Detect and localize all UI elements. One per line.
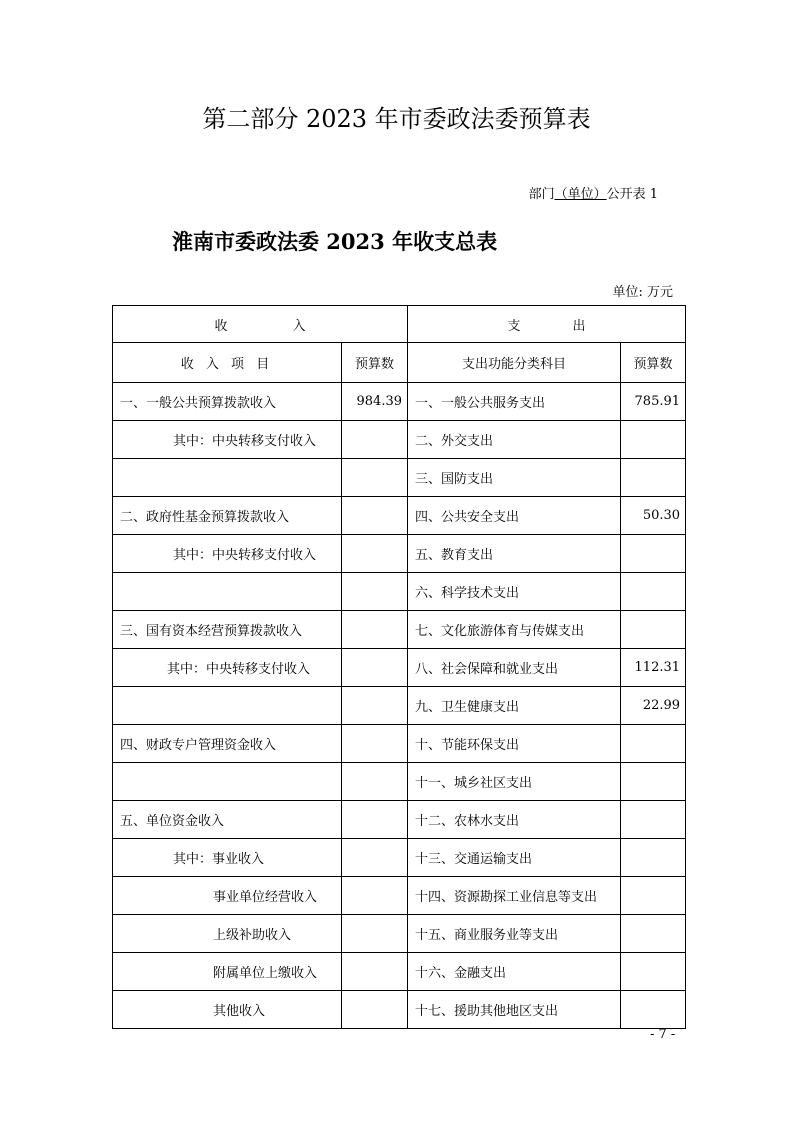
expense-value [621, 915, 686, 953]
income-item: 三、国有资本经营预算拨款收入 [113, 611, 342, 649]
form-code [529, 186, 658, 204]
table-row [113, 535, 686, 573]
form-code-unit: （单位） [554, 187, 607, 202]
expense-value [621, 991, 686, 1029]
expense-item: 五、教育支出 [408, 535, 621, 573]
expense-value: 112.31 [621, 649, 686, 687]
expense-value [621, 459, 686, 497]
income-item-header: 收 入 项 目 [113, 343, 342, 383]
expense-value [621, 839, 686, 877]
page-title: 第二部分 2023 年市委政法委预算表 [202, 105, 591, 133]
table-row [113, 991, 686, 1029]
income-value [342, 839, 408, 877]
table-row [113, 915, 686, 953]
header-row-sections [113, 306, 686, 343]
income-item: 事业单位经营收入 [113, 877, 342, 915]
income-item: 其中：事业收入 [113, 839, 342, 877]
income-item: 一、一般公共预算拨款收入 [113, 383, 342, 421]
income-item [113, 459, 342, 497]
income-item: 二、政府性基金预算拨款收入 [113, 497, 342, 535]
page-number: - 7 - [650, 1027, 676, 1042]
income-item: 其中：中央转移支付收入 [113, 649, 342, 687]
table-title: 淮南市委政法委 2023 年收支总表 [172, 229, 498, 254]
income-item: 五、单位资金收入 [113, 801, 342, 839]
income-value [342, 915, 408, 953]
expense-value [621, 573, 686, 611]
expense-budget-header: 预算数 [621, 343, 686, 383]
table-row [113, 459, 686, 497]
expense-value [621, 725, 686, 763]
table-row [113, 383, 686, 421]
expense-item: 十二、农林水支出 [408, 801, 621, 839]
income-value [342, 801, 408, 839]
income-item: 其中：中央转移支付收入 [113, 535, 342, 573]
income-value [342, 649, 408, 687]
income-value [342, 953, 408, 991]
table-row [113, 611, 686, 649]
header-row-columns [113, 343, 686, 383]
income-item: 四、财政专户管理资金收入 [113, 725, 342, 763]
income-item: 上级补助收入 [113, 915, 342, 953]
income-item [113, 573, 342, 611]
expense-value: 785.91 [621, 383, 686, 421]
income-item: 其中：中央转移支付收入 [113, 421, 342, 459]
table-row [113, 649, 686, 687]
table-row [113, 877, 686, 915]
expense-value [621, 421, 686, 459]
income-value: 984.39 [342, 383, 408, 421]
expense-item: 一、一般公共服务支出 [408, 383, 621, 421]
expense-value [621, 953, 686, 991]
income-budget-header: 预算数 [342, 343, 408, 383]
expense-item: 六、科学技术支出 [408, 573, 621, 611]
expense-item: 四、公共安全支出 [408, 497, 621, 535]
expense-value [621, 801, 686, 839]
expense-item: 三、国防支出 [408, 459, 621, 497]
expense-item: 十一、城乡社区支出 [408, 763, 621, 801]
income-value [342, 421, 408, 459]
expense-item: 十七、援助其他地区支出 [408, 991, 621, 1029]
table-row [113, 953, 686, 991]
expense-value [621, 611, 686, 649]
expense-item: 十四、资源勘探工业信息等支出 [408, 877, 621, 915]
expense-section-header: 支 出 [408, 306, 686, 343]
income-value [342, 991, 408, 1029]
income-value [342, 877, 408, 915]
table-row [113, 421, 686, 459]
expense-item: 十三、交通运输支出 [408, 839, 621, 877]
table-row [113, 763, 686, 801]
income-value [342, 573, 408, 611]
expense-item-header: 支出功能分类科目 [408, 343, 621, 383]
income-section-header: 收 入 [113, 306, 408, 343]
expense-item: 十五、商业服务业等支出 [408, 915, 621, 953]
table-row [113, 839, 686, 877]
expense-item: 八、社会保障和就业支出 [408, 649, 621, 687]
expense-value: 50.30 [621, 497, 686, 535]
table-row [113, 573, 686, 611]
income-item [113, 763, 342, 801]
income-value [342, 459, 408, 497]
income-item: 其他收入 [113, 991, 342, 1029]
form-code-suffix: 公开表 1 [606, 187, 658, 202]
income-value [342, 687, 408, 725]
expense-item: 二、外交支出 [408, 421, 621, 459]
table-row [113, 687, 686, 725]
unit-note: 单位: 万元 [612, 285, 673, 300]
income-value [342, 535, 408, 573]
table-row [113, 725, 686, 763]
income-value [342, 497, 408, 535]
income-value [342, 611, 408, 649]
table-row [113, 497, 686, 535]
table-row [113, 801, 686, 839]
form-code-prefix: 部门 [528, 187, 555, 202]
income-value [342, 725, 408, 763]
expense-item: 十六、金融支出 [408, 953, 621, 991]
budget-summary-table [112, 305, 686, 1029]
income-item [113, 687, 342, 725]
expense-item: 十、节能环保支出 [408, 725, 621, 763]
expense-value [621, 877, 686, 915]
expense-item: 七、文化旅游体育与传媒支出 [408, 611, 621, 649]
income-item: 附属单位上缴收入 [113, 953, 342, 991]
expense-value [621, 535, 686, 573]
expense-value [621, 763, 686, 801]
expense-item: 九、卫生健康支出 [408, 687, 621, 725]
expense-value: 22.99 [621, 687, 686, 725]
income-value [342, 763, 408, 801]
